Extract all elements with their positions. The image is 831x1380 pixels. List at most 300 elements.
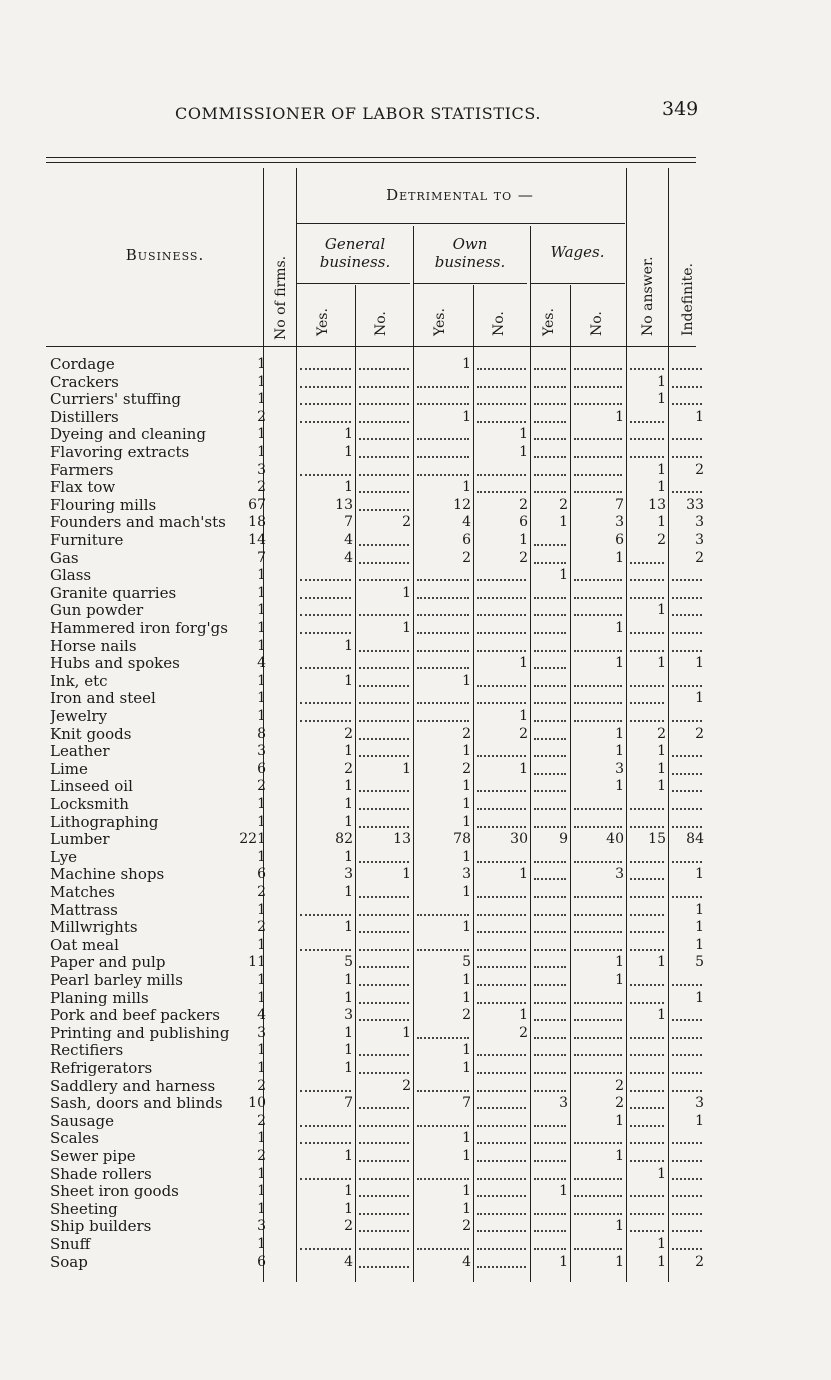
table-row — [0, 831, 831, 849]
business-label: Rectifiers — [50, 1042, 124, 1060]
leader-dots — [534, 878, 566, 880]
cell-gy: 1 — [344, 1148, 353, 1164]
leader-dots — [477, 421, 526, 423]
table-row — [0, 972, 831, 990]
cell-firms: 1 — [257, 936, 266, 953]
leader-dots — [300, 421, 351, 423]
leader-dots — [630, 914, 664, 916]
leader-dots — [534, 896, 566, 898]
cell-on: 1 — [519, 1007, 528, 1024]
leader-dots — [574, 949, 622, 951]
leader-dots — [477, 755, 526, 757]
cell-firms: 1 — [257, 796, 266, 812]
leader-dots — [630, 1160, 664, 1162]
leader-dots — [534, 808, 566, 810]
business-name — [50, 1060, 266, 1078]
leader-dots — [574, 1002, 622, 1004]
leader-dots — [359, 1213, 409, 1215]
leader-dots — [534, 491, 566, 493]
cell-on: 2 — [519, 549, 528, 566]
leader-dots — [359, 438, 409, 440]
table-row — [0, 1218, 831, 1236]
cell-firms: 1 — [257, 1236, 266, 1252]
business-label: Iron and steel — [50, 690, 156, 708]
leader-dots — [534, 984, 566, 986]
cell-na: 1 — [657, 760, 666, 777]
cell-firms: 1 — [257, 813, 266, 830]
cell-ind: 2 — [695, 461, 704, 478]
cell-wy: 1 — [559, 1253, 568, 1270]
leader-dots — [477, 1230, 526, 1232]
leader-dots — [574, 1195, 622, 1197]
cell-gy: 1 — [344, 778, 353, 795]
business-name — [50, 1025, 266, 1043]
cell-on: 1 — [519, 655, 528, 672]
business-name — [50, 690, 266, 708]
business-label: Pearl barley mills — [50, 972, 183, 989]
cell-ind: 1 — [695, 919, 704, 936]
leader-dots — [534, 720, 566, 722]
table-row — [0, 532, 831, 550]
leader-dots — [534, 1142, 566, 1144]
leader-dots — [630, 720, 664, 722]
business-name — [50, 778, 266, 796]
business-name — [50, 902, 266, 920]
cell-firms: 1 — [257, 989, 266, 1006]
cell-gy: 1 — [344, 672, 353, 689]
leader-dots — [630, 456, 664, 458]
header-line-general — [297, 283, 410, 284]
cell-gy: 1 — [344, 1042, 353, 1059]
cell-wn: 1 — [615, 954, 624, 971]
leader-dots — [672, 368, 702, 370]
cell-firms: 1 — [257, 620, 266, 636]
leader-dots — [630, 1142, 664, 1144]
cell-ind: 84 — [686, 831, 704, 848]
leader-dots — [534, 474, 566, 476]
business-label: Furniture — [50, 532, 124, 549]
leader-dots — [359, 826, 409, 828]
business-name — [50, 391, 266, 409]
leader-dots — [300, 1090, 351, 1092]
business-label: Gas — [50, 549, 79, 567]
table-row — [0, 849, 831, 867]
leader-dots — [630, 1072, 664, 1074]
business-label: Sash, doors and blinds — [50, 1095, 223, 1113]
cell-gy: 1 — [344, 989, 353, 1006]
leader-dots — [359, 544, 409, 546]
leader-dots — [417, 579, 469, 581]
cell-firms: 2 — [257, 1148, 266, 1164]
leader-dots — [300, 1178, 351, 1180]
business-label: Lumber — [50, 831, 110, 849]
cell-oy: 1 — [462, 919, 471, 936]
cell-firms: 1 — [257, 1165, 266, 1182]
cell-firms: 3 — [257, 1218, 266, 1235]
cell-on: 1 — [519, 866, 528, 883]
cell-gy: 5 — [344, 954, 353, 971]
business-label: Sausage — [50, 1112, 114, 1130]
cell-na: 1 — [657, 461, 666, 478]
leader-dots — [359, 1266, 409, 1268]
leader-dots — [359, 1178, 409, 1180]
cell-gy: 1 — [344, 1024, 353, 1041]
leader-dots — [359, 1072, 409, 1074]
leader-dots — [574, 861, 622, 863]
table-row — [0, 638, 831, 656]
leader-dots — [534, 386, 566, 388]
leader-dots — [672, 597, 702, 599]
leader-dots — [359, 1248, 409, 1250]
leader-dots — [477, 632, 526, 634]
cell-na: 2 — [657, 725, 666, 742]
cell-oy: 2 — [462, 760, 471, 777]
table-row — [0, 356, 831, 374]
cell-firms: 1 — [257, 444, 266, 460]
business-name — [50, 814, 266, 832]
leader-dots — [359, 738, 409, 740]
business-label: Horse nails — [50, 637, 137, 655]
business-name — [50, 849, 266, 867]
leader-dots — [417, 914, 469, 916]
leader-dots — [417, 474, 469, 476]
cell-gy: 4 — [344, 1253, 353, 1270]
cell-na: 1 — [657, 373, 666, 390]
leader-dots — [477, 579, 526, 581]
leader-dots — [534, 1054, 566, 1056]
cell-gy: 2 — [344, 1218, 353, 1235]
table-row — [0, 602, 831, 620]
leader-dots — [477, 1054, 526, 1056]
leader-dots — [417, 438, 469, 440]
leader-dots — [477, 808, 526, 810]
leader-dots — [359, 720, 409, 722]
leader-dots — [630, 826, 664, 828]
business-name — [50, 726, 266, 744]
cell-on: 2 — [519, 725, 528, 742]
leader-dots — [574, 597, 622, 599]
leader-dots — [534, 826, 566, 828]
leader-dots — [630, 421, 664, 423]
leader-dots — [359, 1230, 409, 1232]
leader-dots — [359, 931, 409, 933]
business-name — [50, 884, 266, 902]
cell-na: 1 — [657, 1236, 666, 1252]
business-name — [50, 655, 266, 673]
cell-firms: 3 — [257, 1024, 266, 1041]
business-label: Granite quarries — [50, 584, 177, 602]
cell-na: 13 — [648, 496, 666, 513]
leader-dots — [300, 368, 351, 370]
cell-firms: 1 — [257, 1060, 266, 1076]
cell-oy: 1 — [462, 884, 471, 900]
leader-dots — [672, 755, 702, 757]
leader-dots — [417, 632, 469, 634]
leader-dots — [300, 914, 351, 916]
cell-firms: 11 — [248, 954, 266, 971]
leader-dots — [417, 597, 469, 599]
leader-dots — [359, 790, 409, 792]
leader-dots — [534, 403, 566, 405]
business-name — [50, 426, 266, 444]
table-row — [0, 374, 831, 392]
leader-dots — [574, 368, 622, 370]
cell-wy: 9 — [559, 831, 568, 848]
leader-dots — [477, 1160, 526, 1162]
leader-dots — [672, 1037, 702, 1039]
cell-oy: 1 — [462, 972, 471, 988]
cell-oy: 4 — [462, 1253, 471, 1270]
leader-dots — [534, 1125, 566, 1127]
leader-dots — [300, 597, 351, 599]
header-line-detrimental — [297, 223, 625, 224]
leader-dots — [477, 931, 526, 933]
cell-gn: 1 — [402, 584, 411, 601]
leader-dots — [534, 438, 566, 440]
business-name — [50, 585, 266, 603]
leader-dots — [672, 1160, 702, 1162]
business-label: Oat meal — [50, 936, 119, 954]
cell-ind: 1 — [695, 655, 704, 672]
cell-firms: 2 — [257, 919, 266, 936]
leader-dots — [630, 579, 664, 581]
cell-ind: 33 — [686, 496, 704, 513]
leader-dots — [417, 650, 469, 652]
cell-on: 1 — [519, 444, 528, 460]
leader-dots — [574, 1037, 622, 1039]
cell-gy: 7 — [344, 1095, 353, 1112]
cell-wy: 3 — [559, 1095, 568, 1112]
leader-dots — [534, 1019, 566, 1021]
leader-dots — [477, 491, 526, 493]
leader-dots — [477, 386, 526, 388]
leader-dots — [359, 579, 409, 581]
cell-firms: 3 — [257, 743, 266, 760]
cell-wn: 2 — [615, 1077, 624, 1094]
business-name — [50, 1148, 266, 1166]
leader-dots — [534, 632, 566, 634]
cell-wn: 1 — [615, 1148, 624, 1164]
cell-gy: 1 — [344, 444, 353, 460]
leader-dots — [534, 949, 566, 951]
leader-dots — [359, 368, 409, 370]
business-name — [50, 937, 266, 955]
cell-oy: 1 — [462, 1200, 471, 1217]
leader-dots — [477, 1072, 526, 1074]
leader-dots — [630, 1090, 664, 1092]
cell-oy: 6 — [462, 532, 471, 548]
business-name — [50, 990, 266, 1008]
cell-on: 1 — [519, 760, 528, 777]
cell-na: 2 — [657, 532, 666, 548]
cell-wn: 1 — [615, 408, 624, 425]
table-row — [0, 497, 831, 515]
cell-gy: 2 — [344, 760, 353, 777]
cell-firms: 1 — [257, 901, 266, 918]
leader-dots — [359, 685, 409, 687]
cell-gy: 3 — [344, 866, 353, 883]
leader-dots — [417, 386, 469, 388]
cell-oy: 1 — [462, 778, 471, 795]
leader-dots — [630, 1037, 664, 1039]
leader-dots — [477, 1213, 526, 1215]
leader-dots — [672, 896, 702, 898]
cell-firms: 1 — [257, 708, 266, 724]
cell-na: 1 — [657, 1007, 666, 1024]
cell-ind: 5 — [695, 954, 704, 971]
cell-oy: 7 — [462, 1095, 471, 1112]
leader-dots — [300, 720, 351, 722]
cell-firms: 1 — [257, 1200, 266, 1217]
business-label: Flax tow — [50, 479, 116, 497]
leader-dots — [477, 790, 526, 792]
cell-firms: 1 — [257, 637, 266, 654]
leader-dots — [359, 1195, 409, 1197]
cell-gn: 1 — [402, 1024, 411, 1041]
leader-dots — [300, 1142, 351, 1144]
leader-dots — [359, 984, 409, 986]
business-name — [50, 1183, 266, 1201]
table-row — [0, 814, 831, 832]
leader-dots — [359, 403, 409, 405]
business-label: Glass — [50, 567, 92, 585]
cell-wn: 7 — [615, 496, 624, 513]
leader-dots — [630, 597, 664, 599]
cell-gy: 1 — [344, 884, 353, 900]
leader-dots — [574, 614, 622, 616]
leader-dots — [359, 1002, 409, 1004]
cell-wn: 1 — [615, 620, 624, 636]
leader-dots — [630, 685, 664, 687]
leader-dots — [477, 1266, 526, 1268]
cell-ind: 1 — [695, 901, 704, 918]
leader-dots — [359, 1125, 409, 1127]
leader-dots — [574, 403, 622, 405]
business-label: Saddlery and harness — [50, 1077, 216, 1095]
cell-firms: 1 — [257, 373, 266, 390]
business-label: Printing and publishing — [50, 1024, 230, 1042]
cell-wy: 1 — [559, 1183, 568, 1200]
business-name — [50, 1218, 266, 1236]
leader-dots — [534, 650, 566, 652]
leader-dots — [672, 614, 702, 616]
leader-dots — [672, 861, 702, 863]
leader-dots — [359, 755, 409, 757]
leader-dots — [672, 808, 702, 810]
cell-on: 1 — [519, 426, 528, 443]
cell-wn: 6 — [615, 532, 624, 548]
leader-dots — [672, 403, 702, 405]
cell-na: 15 — [648, 831, 666, 848]
business-name — [50, 919, 266, 937]
leader-dots — [630, 632, 664, 634]
cell-gy: 1 — [344, 479, 353, 496]
table-row — [0, 866, 831, 884]
leader-dots — [630, 650, 664, 652]
table-row — [0, 1078, 831, 1096]
cell-gy: 4 — [344, 549, 353, 566]
cell-gy: 1 — [344, 796, 353, 812]
cell-wn: 1 — [615, 972, 624, 988]
cell-gy: 1 — [344, 1060, 353, 1076]
business-label: Shade rollers — [50, 1165, 152, 1183]
cell-na: 1 — [657, 778, 666, 795]
cell-firms: 18 — [248, 514, 266, 531]
cell-oy: 1 — [462, 989, 471, 1006]
leader-dots — [417, 1248, 469, 1250]
table-row — [0, 1130, 831, 1148]
business-label: Hammered iron forg'gs — [50, 620, 228, 637]
leader-dots — [300, 949, 351, 951]
business-label: Machine shops — [50, 866, 165, 884]
leader-dots — [359, 474, 409, 476]
cell-oy: 1 — [462, 672, 471, 689]
business-label: Sheet iron goods — [50, 1183, 179, 1201]
leader-dots — [477, 1002, 526, 1004]
business-name — [50, 497, 266, 515]
leader-dots — [672, 685, 702, 687]
cell-firms: 1 — [257, 584, 266, 601]
cell-ind: 1 — [695, 1112, 704, 1129]
leader-dots — [477, 650, 526, 652]
leader-dots — [672, 632, 702, 634]
leader-dots — [574, 1019, 622, 1021]
business-label: Distillers — [50, 408, 119, 426]
cell-ind: 2 — [695, 1253, 704, 1270]
business-label: Locksmith — [50, 796, 129, 813]
header-own-yes: Yes. — [432, 308, 448, 336]
top-rule-2 — [46, 162, 696, 163]
header-wages: Wages. — [550, 243, 605, 261]
leader-dots — [534, 614, 566, 616]
leader-dots — [630, 1230, 664, 1232]
cell-ind: 1 — [695, 989, 704, 1006]
cell-firms: 2 — [257, 1112, 266, 1129]
cell-firms: 1 — [257, 672, 266, 689]
business-label: Scales — [50, 1130, 99, 1148]
business-name — [50, 954, 266, 972]
leader-dots — [300, 614, 351, 616]
cell-oy: 2 — [462, 1218, 471, 1235]
cell-firms: 2 — [257, 479, 266, 496]
leader-dots — [477, 1178, 526, 1180]
table-row — [0, 884, 831, 902]
cell-firms: 10 — [248, 1095, 266, 1112]
cell-gy: 1 — [344, 426, 353, 443]
table-row — [0, 1236, 831, 1254]
leader-dots — [359, 509, 409, 511]
leader-dots — [300, 667, 351, 669]
leader-dots — [574, 914, 622, 916]
leader-dots — [477, 861, 526, 863]
leader-dots — [534, 1002, 566, 1004]
cell-firms: 1 — [257, 602, 266, 619]
leader-dots — [477, 966, 526, 968]
leader-dots — [477, 368, 526, 370]
business-name — [50, 972, 266, 990]
leader-dots — [534, 1178, 566, 1180]
cell-gy: 1 — [344, 637, 353, 654]
page-header — [0, 98, 831, 128]
cell-firms: 1 — [257, 391, 266, 408]
cell-oy: 1 — [462, 479, 471, 496]
business-label: Ink, etc — [50, 672, 108, 690]
table-row — [0, 479, 831, 497]
cell-na: 1 — [657, 954, 666, 971]
table-row — [0, 1060, 831, 1078]
leader-dots — [417, 949, 469, 951]
header-no-answer: No answer. — [640, 256, 656, 336]
